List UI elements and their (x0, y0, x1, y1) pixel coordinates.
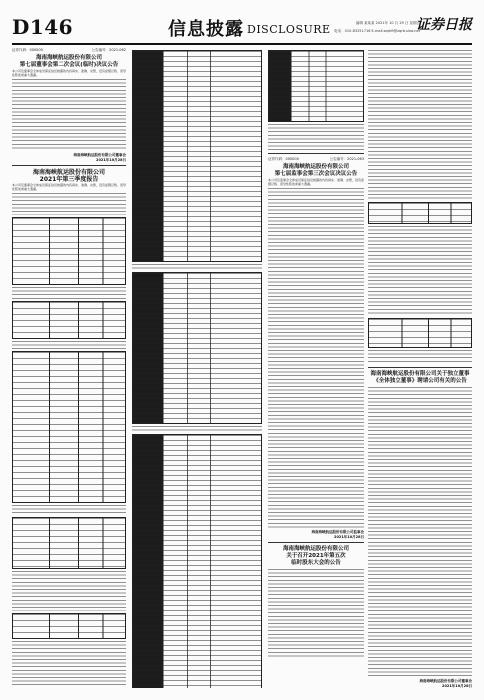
column-2 (132, 48, 262, 688)
divider (368, 367, 472, 368)
continued-table (268, 50, 364, 122)
divider (268, 153, 364, 154)
body-text-block (368, 387, 472, 677)
page-number: D146 (12, 15, 74, 39)
announcement-no: 公告编号：2021-063 (329, 157, 364, 161)
body-text-block (12, 341, 126, 349)
table-caption (132, 426, 262, 432)
body-text-block (12, 505, 126, 515)
shareholder-table (12, 351, 126, 503)
body-text-block (368, 50, 472, 200)
column-4 (368, 48, 472, 688)
announcement-no: 公告编号：2021-062 (91, 48, 126, 52)
announcement-title: 海南海峡航运股份有限公司 2021年第三季度报告 (32, 169, 105, 184)
section-title-cn: 信息披露 (168, 19, 244, 40)
section-title-en: DISCLOSURE (247, 23, 331, 36)
column-1 (12, 48, 126, 688)
body-text-block (12, 287, 126, 299)
body-text-block (12, 571, 126, 611)
stock-code-line (268, 157, 364, 162)
financial-table (12, 517, 126, 569)
table-caption (132, 264, 262, 270)
body-text-block (12, 193, 126, 215)
stock-code-line (12, 48, 126, 53)
body-text-block (368, 226, 472, 316)
divider (12, 165, 126, 166)
announcement-title: 海南海峡航运股份有限公司 关于召开2021年第五次 临时股东大会的公告 (282, 546, 349, 567)
stock-code: 证券代码：000000 (12, 48, 43, 52)
announcement-title: 海南海峡航运股份有限公司 第七届监事会第三次会议决议公告 (274, 164, 358, 177)
announcement-intro: 本公司及董事会全体成员保证信息披露的内容真实、准确、完整，没有虚假记载、误导性陈述或重大遗漏。 (12, 183, 126, 191)
body-text-block (268, 188, 364, 528)
masthead (12, 15, 472, 45)
issue-date-line: 编辑 某某某 2021年 10 月 29 日 星期五 (355, 21, 420, 25)
signature: 海南海峡航运股份有限公司董事会 2021年10月28日 (73, 153, 126, 162)
body-text-block (12, 79, 126, 151)
newspaper-logo: 证券日报 (416, 17, 472, 33)
agenda-table (368, 202, 472, 224)
signature: 海南海峡航运股份有限公司董事会 2021年10月28日 (419, 679, 472, 688)
stock-code: 证券代码：000000 (268, 157, 299, 161)
contact-line: 电话：010-83251716 E-mail:zqrb9@zqrb.sina.net (334, 29, 420, 33)
body-text-block (268, 124, 364, 150)
proxy-form-table (368, 318, 472, 348)
announcement-title: 海南海峡航运股份有限公司 第七届董事会第二次会议(临时)决议公告 (19, 55, 119, 68)
income-statement-table (132, 272, 262, 424)
financial-table (12, 301, 126, 339)
cash-flow-table (132, 434, 262, 688)
announcement-intro: 本公司及董事会全体成员保证信息披露的内容真实、准确、完整，没有虚假记载、误导性陈述或重大遗漏。 (12, 69, 126, 77)
body-text-block (368, 350, 472, 364)
body-text-block (268, 569, 364, 659)
financial-table (12, 613, 126, 639)
body-text-block (12, 641, 126, 688)
column-3 (268, 48, 364, 688)
divider (268, 542, 364, 543)
announcement-intro: 本公司及监事会全体成员保证信息披露的内容真实、准确、完整，没有虚假记载、误导性陈述或重大遗漏。 (268, 178, 364, 186)
signature: 海南海峡航运股份有限公司监事会 2021年10月28日 (311, 530, 364, 539)
balance-sheet-table (132, 50, 262, 262)
financial-table (12, 217, 126, 285)
announcement-title: 海南海峡航运股份有限公司关于独立董事 《全体独立董事》聘请公司有关的公告 (370, 371, 470, 384)
